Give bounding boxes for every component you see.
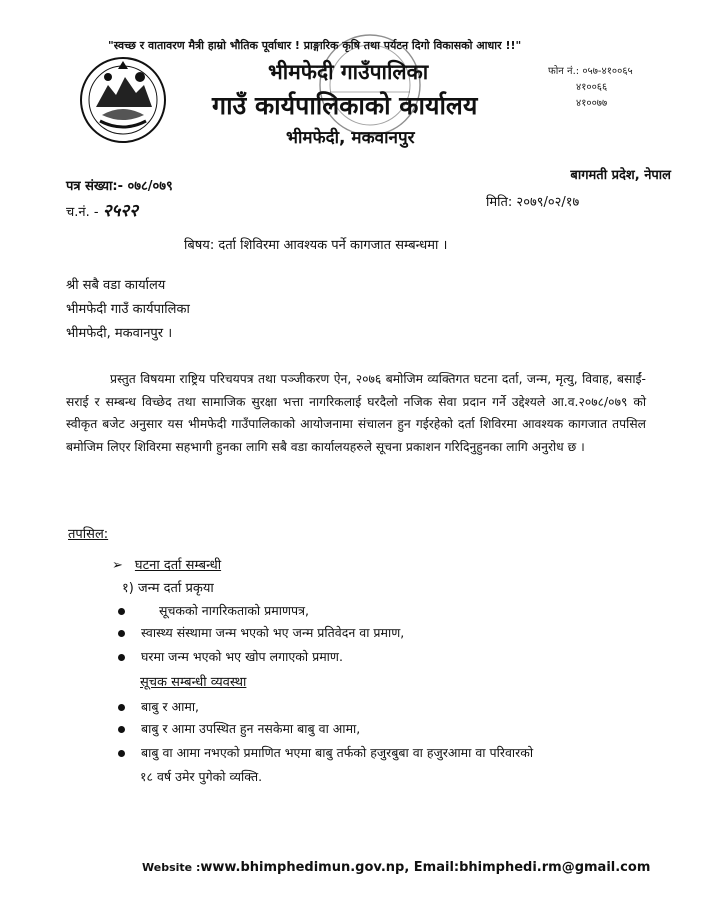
office-location: भीमफेदी, मकवानपुर: [286, 128, 415, 148]
bullet-icon: [118, 608, 125, 615]
phone-number: ४१००६६: [576, 82, 608, 93]
slogan: "स्वच्छ र वातावरण मैत्री हाम्रो भौतिक पूर्वाधार ! प्राङ्गारिक कृषि तथा पर्यटन दिगो विकासको आधार !!": [108, 39, 522, 52]
recipient-line: श्री सबै वडा कार्यालय: [66, 278, 166, 293]
bullet-icon: [118, 654, 125, 661]
footer-contact: [142, 860, 650, 875]
province: बागमती प्रदेश, नेपाल: [570, 168, 671, 183]
list-item: स्वास्थ्य संस्थामा जन्म भएको भए जन्म प्रतिवेदन वा प्रमाण,: [118, 624, 404, 641]
phone-number: ०५७-४१००६५: [582, 66, 633, 77]
letter-date: मिति: २०७९/०२/१७: [486, 195, 580, 210]
letter-number: पत्र संख्या:- ०७८/०७९: [66, 179, 173, 194]
office-name: गाउँ कार्यपालिकाको कार्यालय: [212, 91, 478, 120]
phone-label: फोन नं.:: [548, 66, 580, 77]
details-heading: तपसिल:: [68, 527, 109, 542]
phone-number: ४१००७७: [576, 98, 608, 109]
bullet-icon: [118, 726, 125, 733]
body-paragraph: प्रस्तुत विषयमा राष्ट्रिय परिचयपत्र तथा पञ्जीकरण ऐन, २०७६ बमोजिम व्यक्तिगत घटना दर्ता, जन्म, मृत्यु, विवाह, बसाईं-सराई र सम्बन्ध विच्छेद तथा सामाजिक सुरक्षा भत्ता नागरिकलाई घरदैलो नजिक सेवा प्रदान गर्ने उद्देश्यले आ.व.२०७८/०७९ को स्वीकृत बजेट अनुसार यस भीमफेदी गाउँपालिकाको आयोजनामा संचालन हुन गईरहेको दर्ता शिविरमा आवश्यक कागजात तपसिल बमोजिम लिएर शिविरमा सहभागी हुनका लागि सबै वडा कार्यालयहरुले सूचना प्रकाशन गरिदिनुहुनका लागि अनुरोध छ ।: [66, 372, 646, 454]
bullet-icon: [118, 750, 125, 757]
section-label: घटना दर्ता सम्बन्धी: [134, 558, 222, 573]
phone-block: [548, 64, 633, 112]
bullet-icon: [118, 704, 125, 711]
email-label: , Email:: [404, 860, 460, 875]
arrow-bullet-icon: ➢: [112, 558, 123, 573]
recipient-line: भीमफेदी, मकवानपुर ।: [66, 326, 173, 341]
list-item: बाबु वा आमा नभएको प्रमाणित भएमा बाबु तर्फको हजुरबुबा वा हजुरआमा वा परिवारको: [118, 744, 533, 761]
list-item-continuation: १८ वर्ष उमेर पुगेको व्यक्ति.: [140, 769, 263, 784]
email-link[interactable]: bhimphedi.rm@gmail.com: [459, 860, 651, 875]
list-item: बाबु र आमा,: [118, 698, 199, 715]
list-item: बाबु र आमा उपस्थित हुन नसकेमा बाबु वा आमा,: [118, 720, 360, 737]
informant-heading: सूचक सम्बन्धी व्यवस्था: [140, 675, 247, 690]
dispatch-number: [66, 198, 138, 221]
recipient-line: भीमफेदी गाउँ कार्यपालिका: [66, 302, 190, 317]
government-emblem-icon: [78, 55, 168, 145]
list-item: सूचकको नागरिकताको प्रमाणपत्र,: [118, 602, 309, 619]
bullet-icon: [118, 630, 125, 637]
website-label: Website :: [142, 861, 201, 874]
section-heading: [112, 555, 221, 573]
list-item: घरमा जन्म भएको भए खोप लगाएको प्रमाण.: [118, 648, 343, 665]
dispatch-label: च.नं. -: [66, 205, 99, 220]
website-link[interactable]: www.bhimphedimun.gov.np: [200, 860, 405, 875]
subsection-heading: १) जन्म दर्ता प्रकृया: [122, 581, 214, 596]
municipality-name: भीमफेदी गाउँपालिका: [268, 60, 429, 84]
subject-line: बिषय: दर्ता शिविरमा आवश्यक पर्ने कागजात सम्बन्धमा ।: [184, 238, 448, 253]
dispatch-handwritten: २५२२: [102, 201, 139, 221]
